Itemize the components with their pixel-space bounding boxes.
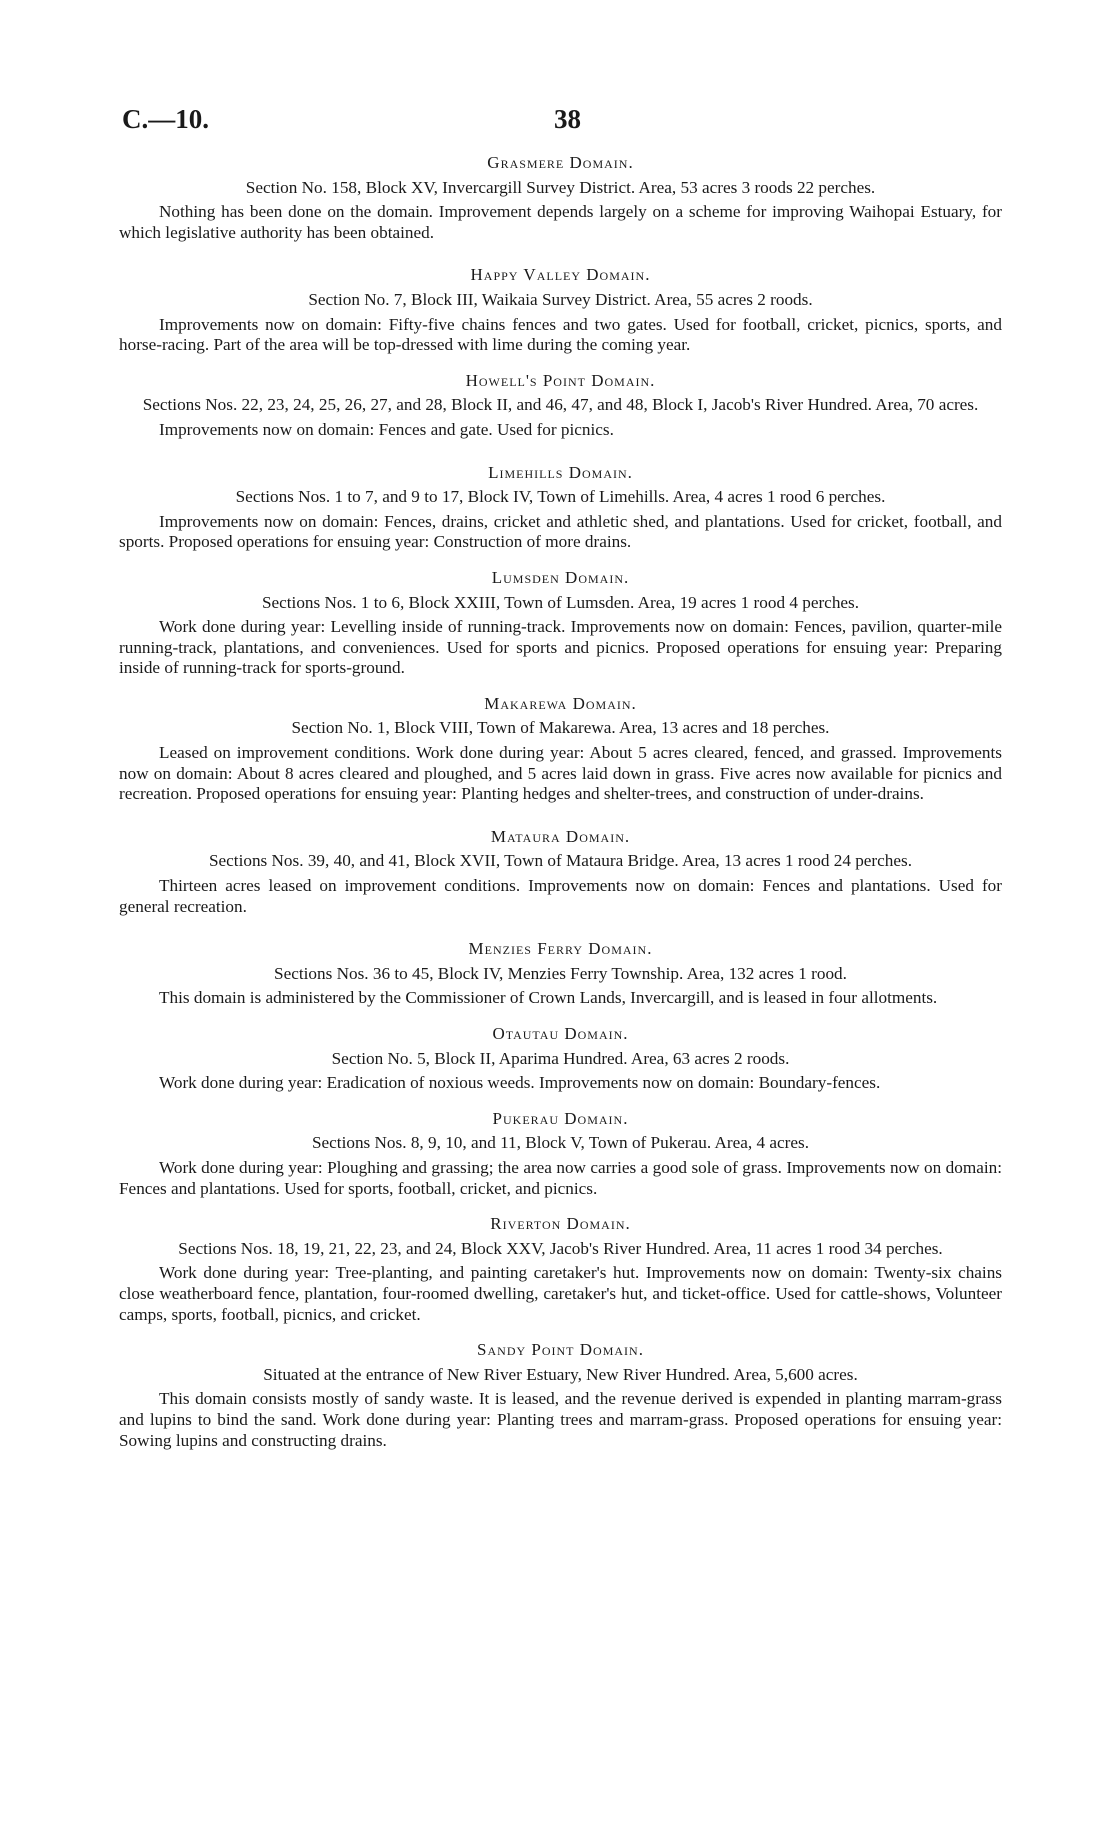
domain-location: Sections Nos. 36 to 45, Block IV, Menzies Ferry Township. Area, 132 acres 1 rood. [274,963,847,983]
domain-heading: Howell's Point Domain. [465,370,656,390]
domain-heading: Sandy Point Domain. [477,1340,644,1360]
domain-paragraph: Thirteen acres leased on improvement conditions. Improvements now on domain: Fences and plantations. Used for general recreation. [119,876,1002,916]
domain-location: Situated at the entrance of New River Estuary, New River Hundred. Area, 5,600 acres. [263,1364,858,1384]
domain-location: Sections Nos. 18, 19, 21, 22, 23, and 24, Block XXV, Jacob's River Hundred. Area, 11 acres 1 rood 34 perches. [178,1238,943,1258]
domain-heading: Mataura Domain. [490,826,631,846]
domain-location: Sections Nos. 1 to 7, and 9 to 17, Block IV, Town of Limehills. Area, 4 acres 1 rood 6 perches. [235,487,886,507]
domain-paragraph: Improvements now on domain: Fences, drains, cricket and athletic shed, and plantations. Used for cricket, football, and sports. Proposed operations for ensuing year: Construction of more drains. [119,511,1002,552]
domain-section-mataura [119,827,1002,917]
domain-location: Section No. 158, Block XV, Invercargill Survey District. Area, 53 acres 3 roods 22 perches. [245,177,876,197]
domain-paragraph: This domain is administered by the Commissioner of Crown Lands, Invercargill, and is leased in four allotments. [159,988,938,1008]
domain-paragraph: Leased on improvement conditions. Work done during year: About 5 acres cleared, fenced, and grassed. Improvements now on domain: About 8 acres cleared and ploughed, and 5 acres laid down in grass. Five acres now available for picnics and recreation. Proposed operations for ensuing year: Planting hedges and shelter-trees, and construction of under-drains. [119,743,1002,804]
domain-location: Sections Nos. 39, 40, and 41, Block XVII, Town of Mataura Bridge. Area, 13 acres 1 rood 24 perches. [208,851,912,871]
domain-section-limehills [119,463,1002,553]
domain-heading: Lumsden Domain. [491,567,630,587]
page-number: 38 [554,104,581,134]
domain-location: Sections Nos. 1 to 6, Block XXIII, Town of Lumsden. Area, 19 acres 1 rood 4 perches. [261,592,860,612]
domain-section-makarewa [119,694,1002,805]
domain-paragraph: Work done during year: Levelling inside of running-track. Improvements now on domain: Fences, pavilion, quarter-mile running-track, plantations, and conveniences. Used for sports and picnics. Proposed operations for ensuing year: Preparing inside of running-track for sports-ground. [119,617,1002,678]
domain-section-grasmere [119,153,1002,243]
domain-paragraph: Improvements now on domain: Fifty-five chains fences and two gates. Used for football, cricket, picnics, sports, and horse-racing. Part of the area will be top-dressed with lime during the coming year. [119,314,1002,355]
domain-section-otautau [119,1024,1002,1094]
domain-paragraph: Work done during year: Eradication of noxious weeds. Improvements now on domain: Boundary-fences. [159,1073,881,1093]
domain-heading: Limehills Domain. [488,462,633,482]
domain-heading: Pukerau Domain. [492,1108,629,1128]
domain-location: Section No. 5, Block II, Aparima Hundred. Area, 63 acres 2 roods. [331,1048,790,1068]
domain-section-menzies-ferry [119,939,1002,1009]
domain-location: Section No. 7, Block III, Waikaia Survey District. Area, 55 acres 2 roods. [308,289,813,309]
domain-heading: Menzies Ferry Domain. [468,939,653,959]
domain-section-riverton [119,1214,1002,1325]
domain-heading: Happy Valley Domain. [470,265,651,285]
domain-section-lumsden [119,568,1002,679]
domain-heading: Makarewa Domain. [484,693,637,713]
domain-paragraph: This domain consists mostly of sandy waste. It is leased, and the revenue derived is expended in planting marram-grass and lupins to bind the sand. Work done during year: Planting trees and marram-grass. Proposed operations for ensuing year: Sowing lupins and constructing drains. [119,1389,1002,1450]
domain-heading: Grasmere Domain. [487,153,634,172]
domain-paragraph: Work done during year: Ploughing and grassing; the area now carries a good sole of grass. Improvements now on domain: Fences and plantations. Used for sports, football, cricket, and picnics. [119,1157,1002,1198]
domain-paragraph: Improvements now on domain: Fences and gate. Used for picnics. [159,419,614,439]
domain-location: Sections Nos. 8, 9, 10, and 11, Block V, Town of Pukerau. Area, 4 acres. [311,1133,809,1153]
domain-location: Section No. 1, Block VIII, Town of Makarewa. Area, 13 acres and 18 perches. [291,718,830,738]
domain-heading: Otautau Domain. [492,1024,629,1043]
domain-location: Sections Nos. 22, 23, 24, 25, 26, 27, and 28, Block II, and 46, 47, and 48, Block I, Jacob's River Hundred. Area, 70 acres. [142,395,979,415]
domain-section-happy-valley [119,265,1002,355]
page-identifier: C.—10. [122,104,209,134]
page-body [119,153,1002,1451]
domain-section-pukerau [119,1109,1002,1199]
domain-heading: Riverton Domain. [490,1214,631,1234]
domain-paragraph: Work done during year: Tree-planting, and painting caretaker's hut. Improvements now on domain: Twenty-six chains close weatherboard fence, plantation, four-roomed dwelling, caretaker's hut, and ticket-office. Used for cattle-shows, Volunteer camps, sports, football, picnics, and cricket. [119,1263,1002,1324]
domain-section-sandy-point [119,1340,1002,1451]
domain-section-howells-point [119,371,1002,441]
domain-paragraph: Nothing has been done on the domain. Improvement depends largely on a scheme for improving Waihopai Estuary, for which legislative authority has been obtained. [119,202,1002,242]
